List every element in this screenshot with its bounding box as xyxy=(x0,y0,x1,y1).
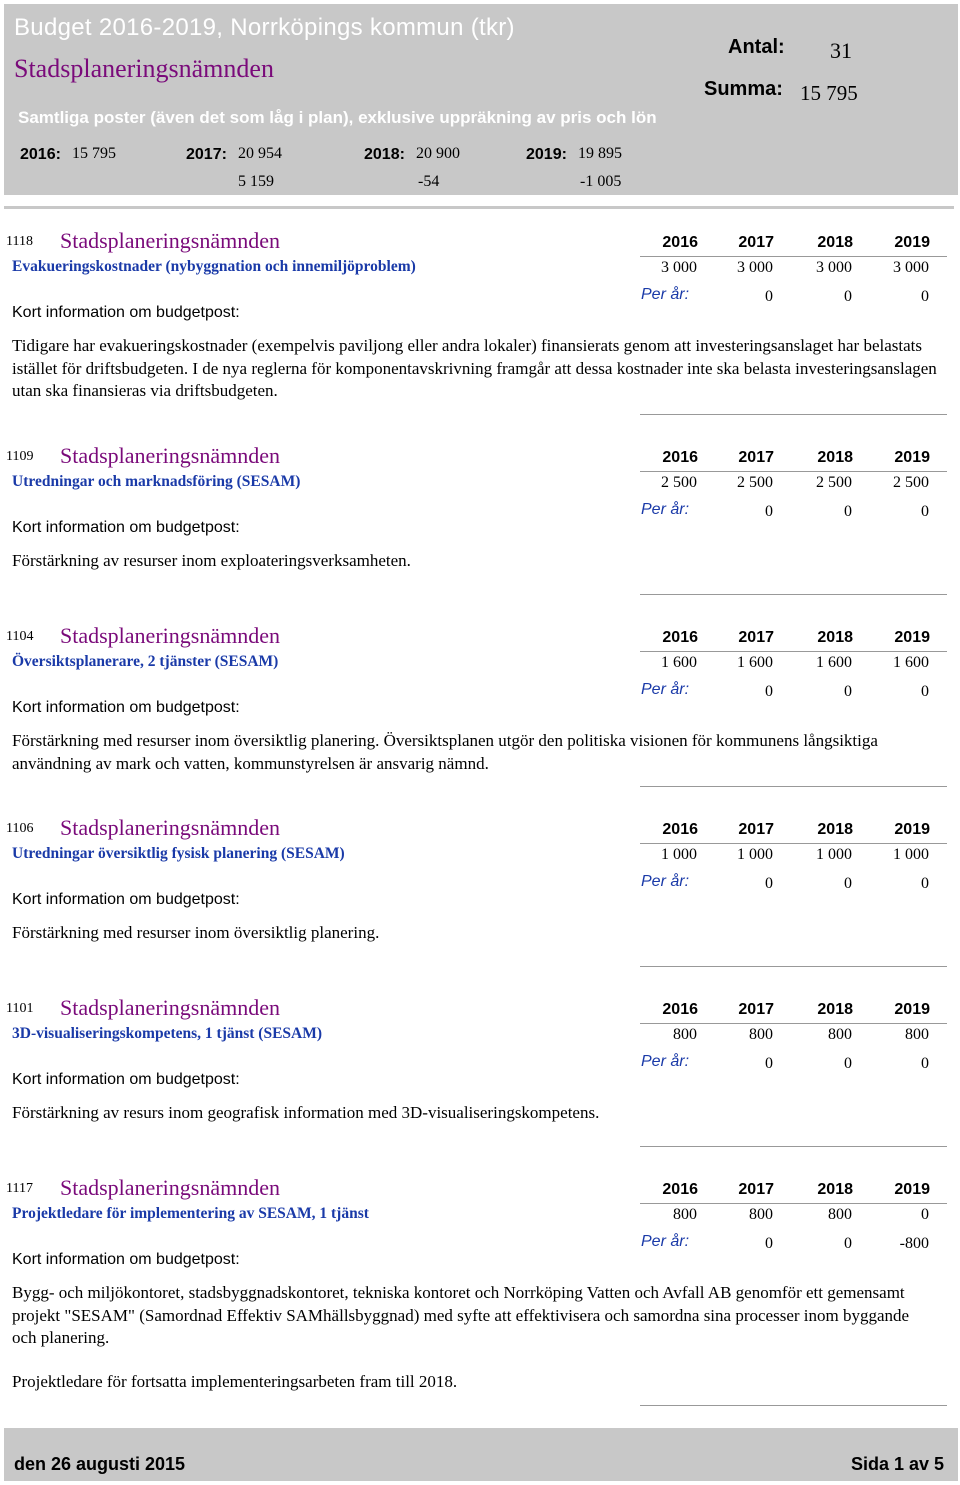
header-divider xyxy=(4,206,954,209)
header-underline xyxy=(640,1023,947,1024)
amount-2019: 1 000 xyxy=(893,846,929,863)
item-code: 1101 xyxy=(6,1001,34,1016)
amount-2017: 800 xyxy=(749,1206,773,1223)
per-year-2019: -800 xyxy=(899,1235,929,1252)
header-underline xyxy=(640,256,947,257)
per-year-2018: 0 xyxy=(844,288,852,305)
year-header: 2018 xyxy=(817,629,853,646)
year-header: 2017 xyxy=(738,629,774,646)
amount-2018: 800 xyxy=(828,1206,852,1223)
year-header: 2016 xyxy=(662,234,698,251)
per-ar-label: Per år: xyxy=(641,286,690,303)
kort-info-label: Kort information om budgetpost: xyxy=(12,1071,240,1088)
total-2018-value: 20 900 xyxy=(416,145,460,162)
year-header: 2017 xyxy=(738,821,774,838)
year-header: 2016 xyxy=(662,821,698,838)
antal-value: 31 xyxy=(830,38,852,63)
item-code: 1106 xyxy=(6,821,34,836)
amount-2019: 1 600 xyxy=(893,654,929,671)
item-separator xyxy=(640,414,947,415)
item-label: Utredningar och marknadsföring (SESAM) xyxy=(12,473,301,490)
year-header: 2017 xyxy=(738,449,774,466)
per-ar-label: Per år: xyxy=(641,1233,690,1250)
per-year-2017: 0 xyxy=(765,1235,773,1252)
amount-2019: 3 000 xyxy=(893,259,929,276)
header-underline xyxy=(640,651,947,652)
total-2017-label: 2017: xyxy=(186,146,227,163)
budget-item xyxy=(0,1175,960,1410)
report-subtitle: Stadsplaneringsnämnden xyxy=(14,54,274,83)
total-2019-label: 2019: xyxy=(526,146,567,163)
total-2019-value: 19 895 xyxy=(578,145,622,162)
amount-2017: 2 500 xyxy=(737,474,773,491)
amount-2018: 800 xyxy=(828,1026,852,1043)
per-year-2017: 0 xyxy=(765,1055,773,1072)
kort-info-label: Kort information om budgetpost: xyxy=(12,519,240,536)
per-ar-label: Per år: xyxy=(641,873,690,890)
year-header: 2016 xyxy=(662,449,698,466)
summa-label: Summa: xyxy=(704,78,783,100)
header-underline xyxy=(640,1203,947,1204)
total-2019-diff: -1 005 xyxy=(580,173,622,190)
item-description: Förstärkning med resurser inom översiktlig planering. xyxy=(12,923,380,942)
per-year-2019: 0 xyxy=(921,1055,929,1072)
budget-item xyxy=(0,228,960,418)
per-year-2018: 0 xyxy=(844,683,852,700)
header-underline xyxy=(640,471,947,472)
summa-value: 15 795 xyxy=(800,81,858,105)
page-footer xyxy=(4,1428,958,1481)
item-title: Stadsplaneringsnämnden xyxy=(60,443,280,468)
amount-2017: 1 600 xyxy=(737,654,773,671)
item-separator xyxy=(640,1405,947,1406)
per-year-2018: 0 xyxy=(844,503,852,520)
budget-item xyxy=(0,815,960,970)
year-header: 2019 xyxy=(894,629,930,646)
year-header: 2017 xyxy=(738,1181,774,1198)
year-header: 2018 xyxy=(817,821,853,838)
year-header: 2018 xyxy=(817,449,853,466)
item-label: Projektledare för implementering av SESAM, 1 tjänst xyxy=(12,1205,369,1222)
per-year-2019: 0 xyxy=(921,503,929,520)
year-header: 2018 xyxy=(817,1001,853,1018)
amount-2018: 3 000 xyxy=(816,259,852,276)
year-header: 2017 xyxy=(738,234,774,251)
per-year-2017: 0 xyxy=(765,503,773,520)
report-header xyxy=(4,4,958,195)
per-year-2017: 0 xyxy=(765,288,773,305)
amount-2019: 2 500 xyxy=(893,474,929,491)
amount-2016: 2 500 xyxy=(661,474,697,491)
item-label: Översiktsplanerare, 2 tjänster (SESAM) xyxy=(12,653,279,670)
item-separator xyxy=(640,594,947,595)
total-2018-label: 2018: xyxy=(364,146,405,163)
amount-2016: 800 xyxy=(673,1206,697,1223)
year-header: 2019 xyxy=(894,821,930,838)
total-2016-value: 15 795 xyxy=(72,145,116,162)
per-year-2017: 0 xyxy=(765,875,773,892)
amount-2017: 800 xyxy=(749,1026,773,1043)
per-ar-label: Per år: xyxy=(641,681,690,698)
item-description: Tidigare har evakueringskostnader (exempelvis paviljong eller andra lokaler) finansierats genom att investeringsanslaget har belastats istället för driftsbudgeten. I de nya reglerna för komponentavskrivning framgår att dessa kostnader inte ska belasta investeringsanslagen utan ska finansieras via driftsbudgeten. xyxy=(12,336,937,400)
item-code: 1104 xyxy=(6,629,34,644)
total-2018-diff: -54 xyxy=(418,173,440,190)
header-underline xyxy=(640,843,947,844)
per-year-2019: 0 xyxy=(921,683,929,700)
kort-info-label: Kort information om budgetpost: xyxy=(12,699,240,716)
budget-item xyxy=(0,995,960,1150)
year-header: 2019 xyxy=(894,234,930,251)
item-title: Stadsplaneringsnämnden xyxy=(60,228,280,253)
item-description-extra: Projektledare för fortsatta implementeringsarbeten fram till 2018. xyxy=(12,1372,458,1391)
year-header: 2016 xyxy=(662,1001,698,1018)
item-separator xyxy=(640,786,947,787)
item-code: 1109 xyxy=(6,449,34,464)
total-2017-diff: 5 159 xyxy=(238,173,274,190)
item-label: Evakueringskostnader (nybyggnation och innemiljöproblem) xyxy=(12,258,416,275)
year-header: 2016 xyxy=(662,629,698,646)
item-title: Stadsplaneringsnämnden xyxy=(60,623,280,648)
per-year-2019: 0 xyxy=(921,288,929,305)
item-code: 1117 xyxy=(6,1181,33,1196)
antal-label: Antal: xyxy=(728,36,785,58)
year-header: 2019 xyxy=(894,1001,930,1018)
per-year-2017: 0 xyxy=(765,683,773,700)
amount-2017: 3 000 xyxy=(737,259,773,276)
kort-info-label: Kort information om budgetpost: xyxy=(12,304,240,321)
budget-item xyxy=(0,443,960,598)
item-title: Stadsplaneringsnämnden xyxy=(60,815,280,840)
total-2017-value: 20 954 xyxy=(238,145,282,162)
per-year-2018: 0 xyxy=(844,1055,852,1072)
amount-2019: 800 xyxy=(905,1026,929,1043)
amount-2018: 2 500 xyxy=(816,474,852,491)
report-note: Samtliga poster (även det som låg i plan), exklusive uppräkning av pris och lön xyxy=(18,108,657,127)
total-2016-label: 2016: xyxy=(20,146,61,163)
footer-date: den 26 augusti 2015 xyxy=(14,1454,186,1474)
page-number: Sida 1 av 5 xyxy=(850,1454,944,1474)
per-year-2019: 0 xyxy=(921,875,929,892)
per-year-2018: 0 xyxy=(844,875,852,892)
year-header: 2017 xyxy=(738,1001,774,1018)
budget-item xyxy=(0,623,960,791)
item-description: Förstärkning av resurser inom exploateringsverksamheten. xyxy=(12,551,411,570)
item-separator xyxy=(640,966,947,967)
item-description: Förstärkning med resurser inom översiktlig planering. Översiktsplanen utgör den politiska visionen för kommunens långsiktiga användning av mark och vatten, kommunstyrelsen är ansvarig nämnd. xyxy=(12,731,878,773)
year-header: 2018 xyxy=(817,234,853,251)
report-title: Budget 2016-2019, Norrköpings kommun (tkr) xyxy=(14,14,515,41)
amount-2016: 1 600 xyxy=(661,654,697,671)
year-header: 2018 xyxy=(817,1181,853,1198)
amount-2017: 1 000 xyxy=(737,846,773,863)
per-year-2018: 0 xyxy=(844,1235,852,1252)
per-ar-label: Per år: xyxy=(641,1053,690,1070)
amount-2016: 800 xyxy=(673,1026,697,1043)
amount-2018: 1 000 xyxy=(816,846,852,863)
amount-2018: 1 600 xyxy=(816,654,852,671)
item-label: 3D-visualiseringskompetens, 1 tjänst (SESAM) xyxy=(12,1025,323,1042)
year-header: 2019 xyxy=(894,1181,930,1198)
per-ar-label: Per år: xyxy=(641,501,690,518)
kort-info-label: Kort information om budgetpost: xyxy=(12,891,240,908)
year-header: 2016 xyxy=(662,1181,698,1198)
item-separator xyxy=(640,1146,947,1147)
item-code: 1118 xyxy=(6,234,33,249)
item-description: Bygg- och miljökontoret, stadsbyggnadskontoret, tekniska kontoret och Norrköping Vatten och Avfall AB genomför ett gemensamt projekt "SESAM" (Samordnad Effektiv SAMhällsbyggnad) med syfte att effektivisera och samordna sina processer inom byggande och planering. xyxy=(12,1283,910,1347)
item-title: Stadsplaneringsnämnden xyxy=(60,1175,280,1200)
amount-2016: 3 000 xyxy=(661,259,697,276)
kort-info-label: Kort information om budgetpost: xyxy=(12,1251,240,1268)
amount-2019: 0 xyxy=(921,1206,929,1223)
amount-2016: 1 000 xyxy=(661,846,697,863)
item-title: Stadsplaneringsnämnden xyxy=(60,995,280,1020)
item-description: Förstärkning av resurs inom geografisk information med 3D-visualiseringskompetens. xyxy=(12,1103,600,1122)
item-label: Utredningar översiktlig fysisk planering (SESAM) xyxy=(12,845,345,862)
year-header: 2019 xyxy=(894,449,930,466)
